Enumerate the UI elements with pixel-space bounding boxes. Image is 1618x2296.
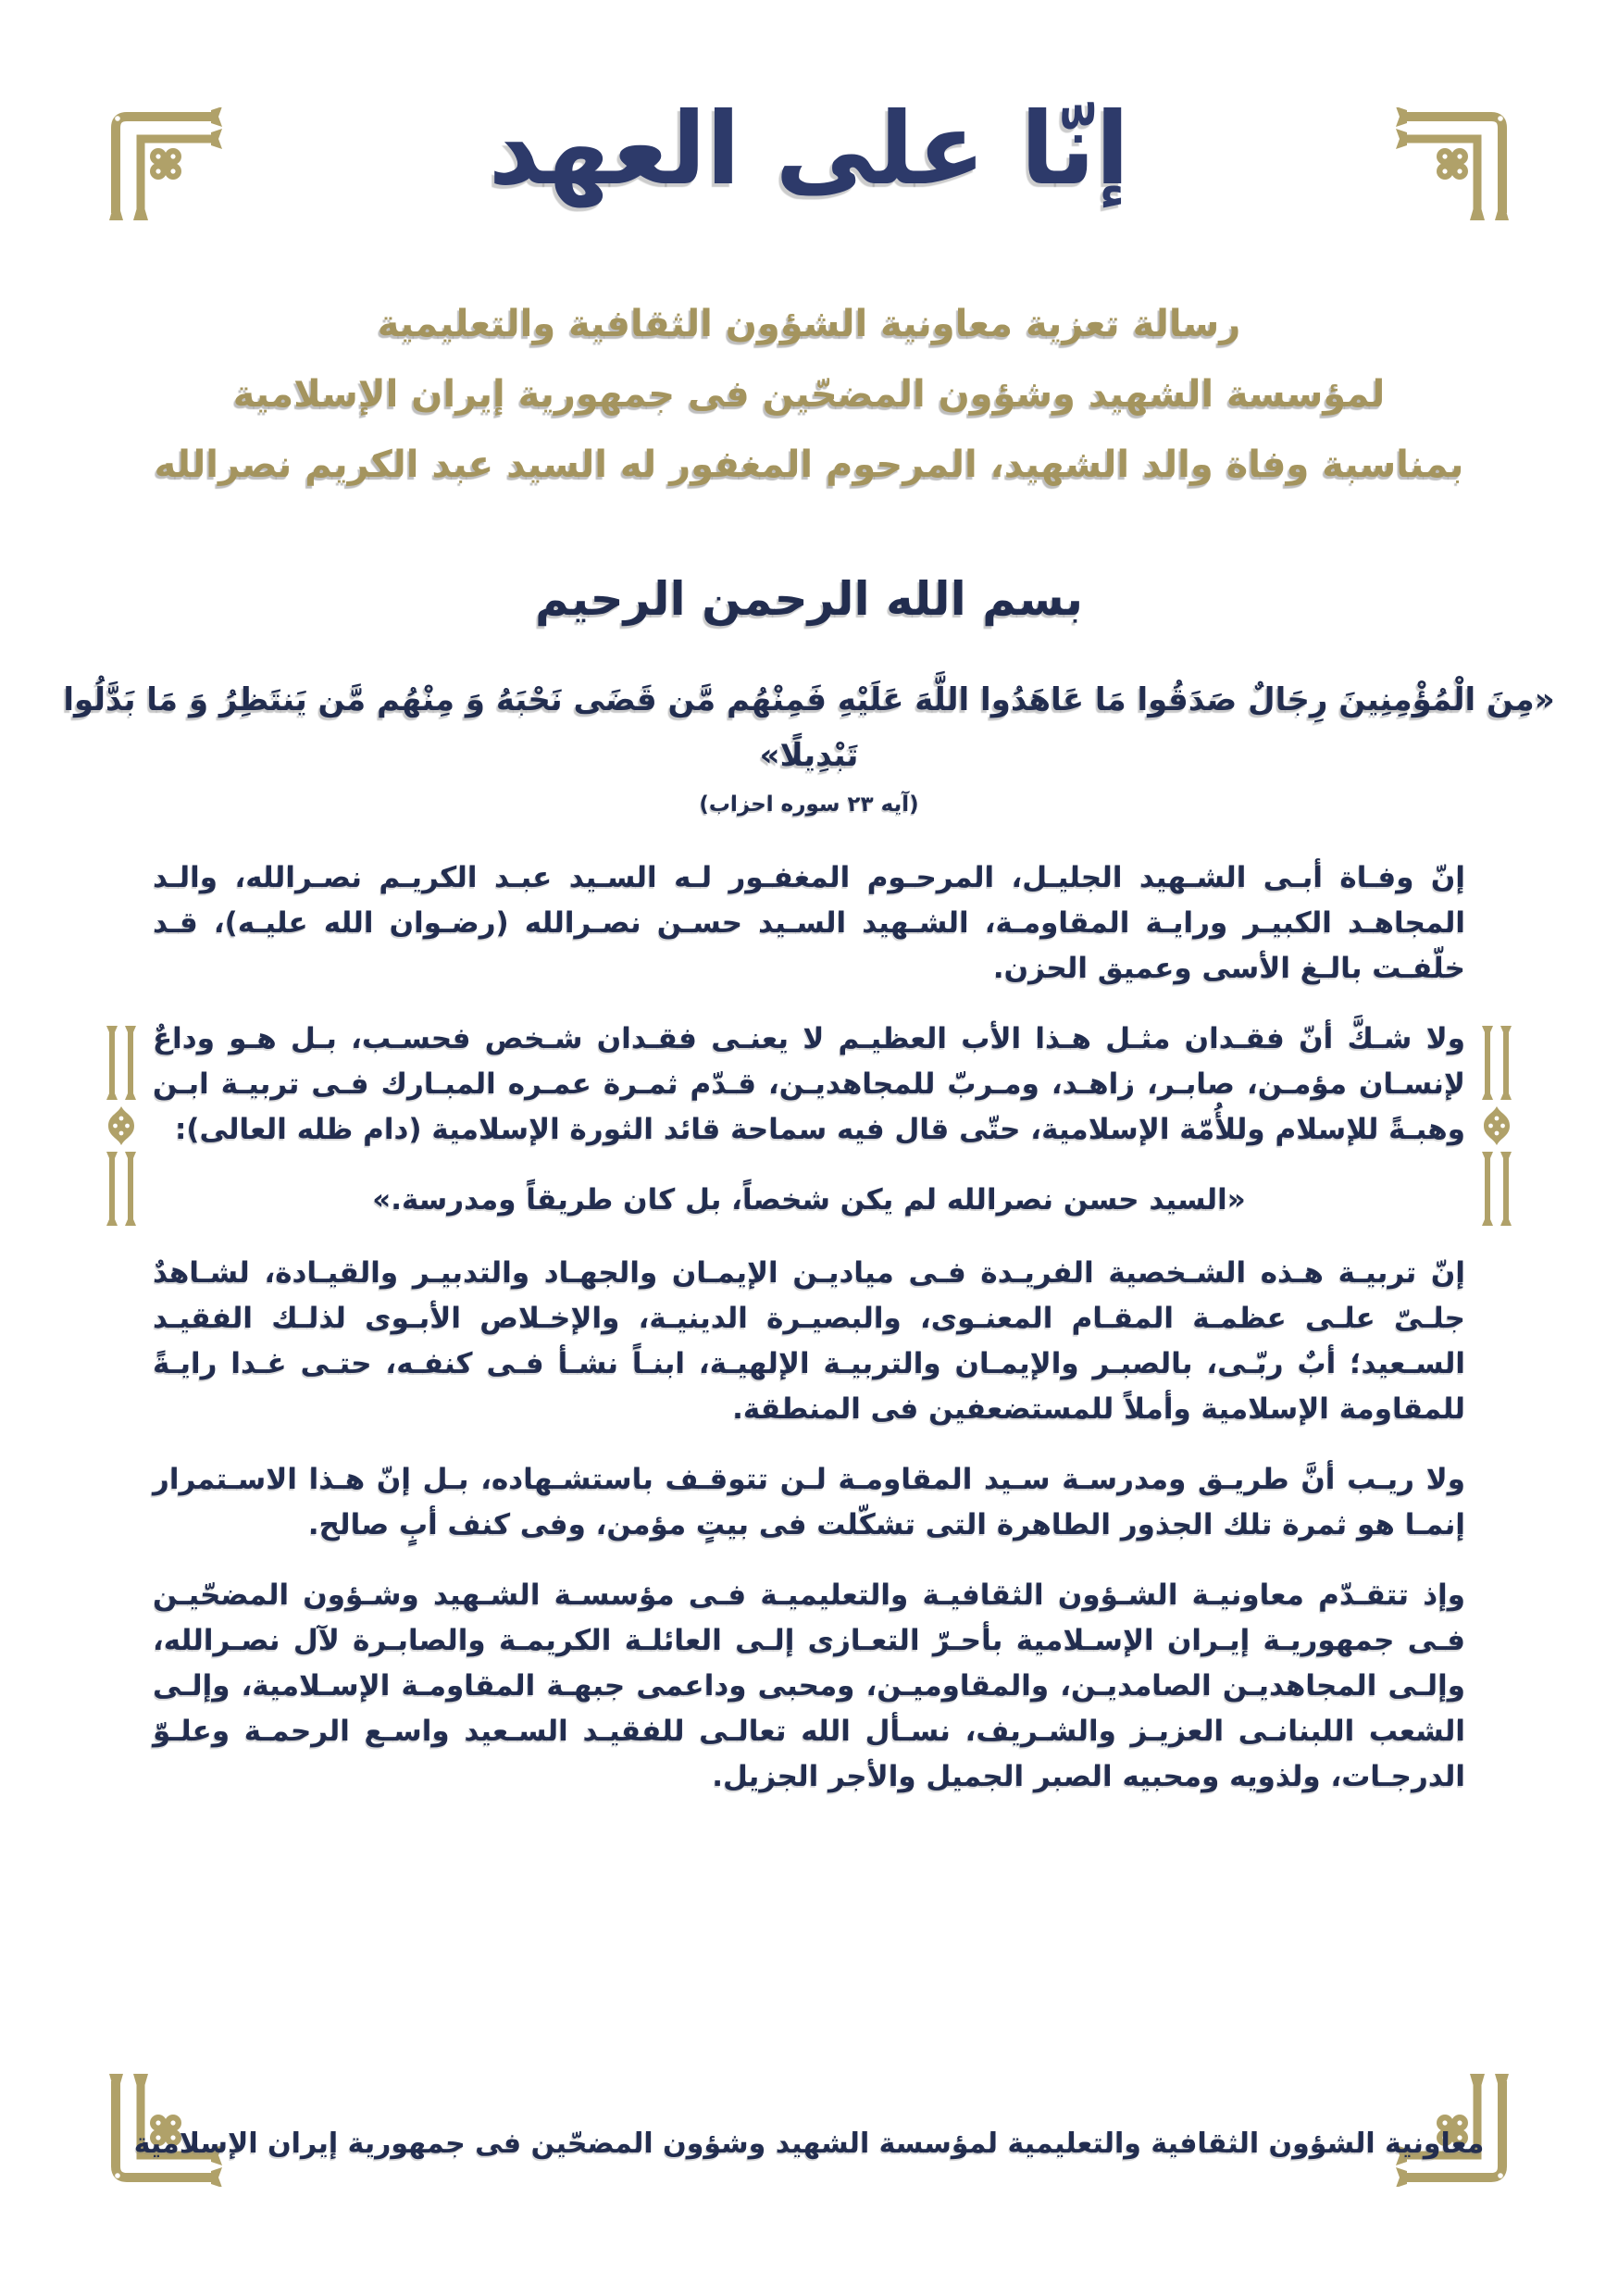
letter-title-block (0, 289, 1618, 500)
inna-ala-al-ahd-logo: إنّا على العهد (488, 92, 1130, 207)
title-line-1: رسالة تعزية معاونية الشؤون الثقافية والتعليمية (377, 303, 1241, 345)
paragraph-2: ولا شـكَّ أنّ فقـدان مثـل هـذا الأب العظيـم لا يعنـى فقـدان شـخص فحسـب، بـل هـو وداعٌ لإنسـان مؤمـن، صابـر، زاهـد، ومـربّ للمجاهديـن، قـدّم ثمـرة عمـره المبـارك فـى تربيـة ابـن وهبـةً للإسلام وللأُمّة الإسلامية، حتّى قال فيه سماحة قائد الثورة الإسلامية (دام ظله العالى): (153, 1022, 1465, 1146)
paragraph-4: ولا ريـب أنَّ طريـق ومدرسـة سـيد المقاومـة لـن تتوقـف باستشـهاده، بـل إنّ هـذا الاسـتمرار إنمـا هو ثمرة تلك الجذور الطاهرة التى تشكّلت فى بيتٍ مؤمن، وفى كنف أبٍ صالح. (153, 1463, 1465, 1541)
title-line-2: لمؤسسة الشهيد وشؤون المضحّين فى جمهورية إيران الإسلامية (232, 373, 1386, 416)
paragraph-3: إنّ تربيـة هـذه الشـخصية الفريـدة فـى مياديـن الإيمـان والجهـاد والتدبيـر والقيـادة، لشـاهدٌ جلـىّ علـى عظمـة المقـام المعنـوى، والبصيـرة الدينيـة، والإخـلاص الأبـوى لذلـك الفقيـد السـعيد؛ أبٌ ربّـى، بالصبـر والإيمـان والتربيـة الإلهيـة، ابنـاً نشـأ فـى كنفـه، حتـى غـدا رايـةً للمقاومة الإسلامية وأملاً للمستضعفين فى المنطقة. (153, 1256, 1465, 1426)
verse-source-note: (آيه ٢٣ سوره احزاب) (699, 792, 919, 817)
bismillah-heading: بسم الله الرحمن الرحيم (535, 572, 1083, 626)
title-line-3: بمناسبة وفاة والد الشهيد، المرحوم المغفور له السيد عبد الكريم نصرالله (154, 443, 1464, 486)
leader-quote: «السيد حسن نصرالله لم يكن شخصاً، بل كان طريقاً ومدرسة.» (372, 1183, 1246, 1217)
quran-verse: «مِنَ الْمُؤْمِنِينَ رِجَالٌ صَدَقُوا مَا عَاهَدُوا اللَّهَ عَلَيْهِ فَمِنْهُم مَّن قَضَى نَحْبَهُ وَ مِنْهُم مَّن يَنتَظِرُ وَ مَا بَدَّلُوا تَبْدِيلًا» (63, 681, 1555, 774)
letter-body (153, 855, 1465, 1800)
paragraph-5: وإذ تتقـدّم معاونيـة الشـؤون الثقافيـة والتعليميـة فـى مؤسسـة الشـهيد وشـؤون المضحّيـن فـى جمهوريـة إيـران الإسـلامية بأحـرّ التعـازى إلـى العائلـة الكريمـة والصابـرة لآل نصـرالله، وإلـى المجاهديـن الصامديـن، والمقاوميـن، ومحبى وداعمى جبهـة المقاومـة الإسـلامية، وإلـى الشعب اللبنانـى العزيـز والشـريف، نسـأل الله تعالـى للفقيـد السـعيد واسـع الرحمـة وعلـوّ الدرجـات، ولذويه ومحبيه الصبر الجميل والأجر الجزيل. (153, 1578, 1465, 1793)
footer-signature: معاونية الشؤون الثقافية والتعليمية لمؤسسة الشهيد وشؤون المضحّين فى جمهورية إيران الإسلامية (133, 2128, 1485, 2160)
paragraph-1: إنّ وفـاة أبـى الشـهيد الجليـل، المرحـوم المغفـور لـه السـيد عبـد الكريـم نصـرالله، والـد المجاهـد الكبيـر ورايـة المقاومـة، الشـهيد السـيد حسـن نصـرالله (رضـوان الله عليـه)، قـد خلّفـت بالـغ الأسى وعميق الحزن. (153, 861, 1465, 985)
